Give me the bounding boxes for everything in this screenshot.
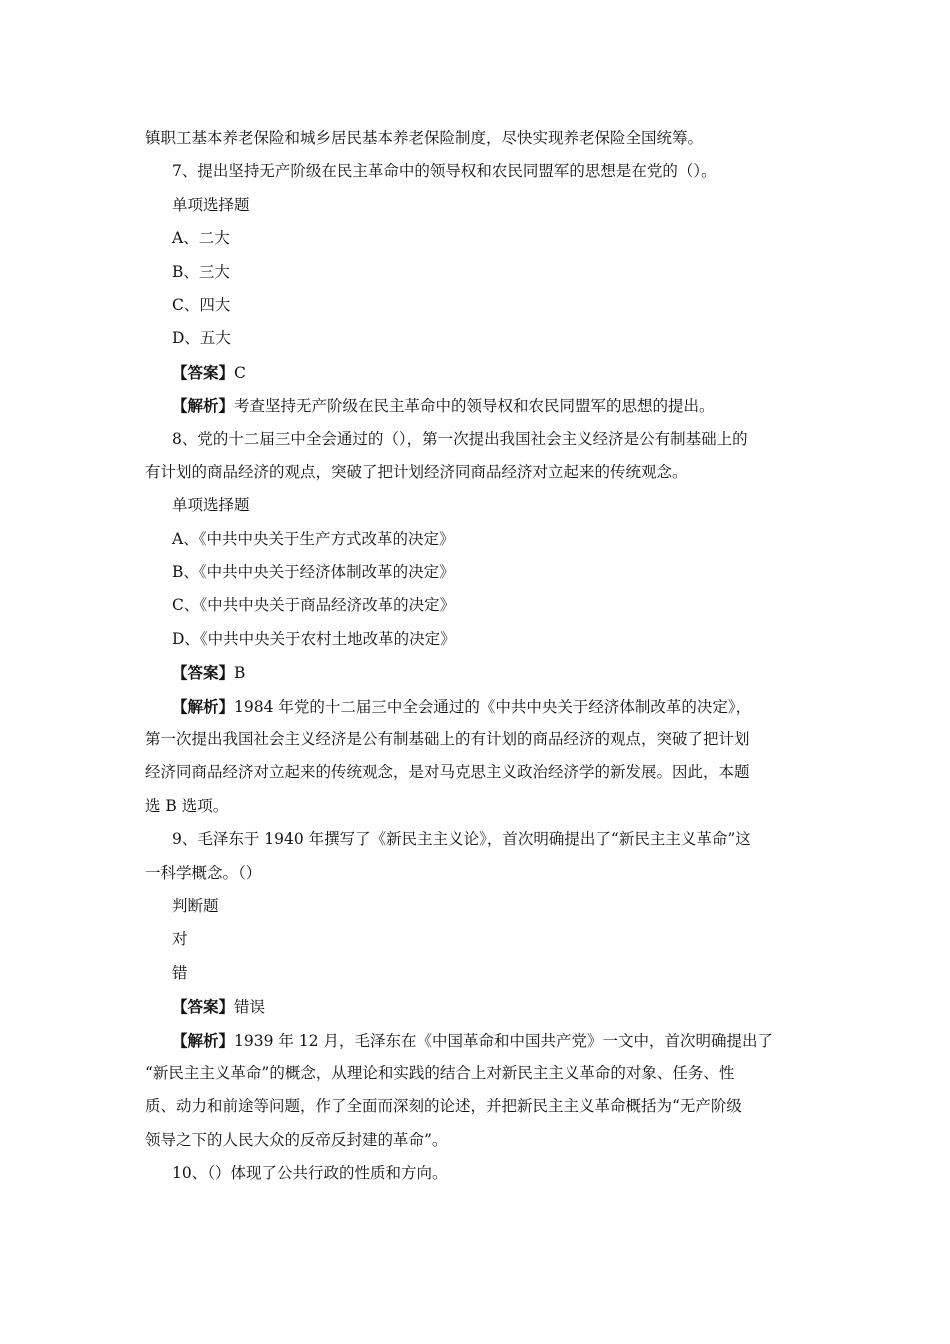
analysis-label: 【解析】 [172, 396, 235, 416]
q9-analysis-line4: 领导之下的人民大众的反帝反封建的革命”。 [145, 1130, 448, 1149]
q7-analysis [145, 389, 810, 422]
q8-stem-line2: 有计划的商品经济的观点，突破了把计划经济同商品经济对立起来的传统观念。 [145, 462, 688, 481]
q9-type: 判断题 [172, 896, 219, 915]
q9-stem-line2: 一科学概念。（） [145, 863, 262, 882]
q8-analysis-line1 [145, 690, 810, 723]
q8-option-d: D、《中共中央关于农村土地改革的决定》 [172, 629, 456, 648]
answer-label: 【答案】 [172, 663, 235, 683]
q8-type: 单项选择题 [172, 496, 250, 515]
q8-option-b: B、《中共中央关于经济体制改革的决定》 [172, 563, 455, 582]
q9-stem-line1: 9、毛泽东于 1940 年撰写了《新民主主义论》，首次明确提出了“新民主主义革命”这 [172, 830, 751, 849]
previous-paragraph-tail: 镇职工基本养老保险和城乡居民基本养老保险制度，尽快实现养老保险全国统筹。 [145, 129, 704, 147]
q9-analysis-line2: “新民主主义革命”的概念，从理论和实践的结合上对新民主主义革命的对象、任务、性 [145, 1063, 735, 1082]
q8-option-a: A、《中共中央关于生产方式改革的决定》 [172, 529, 455, 548]
q9-option-true: 对 [172, 930, 188, 949]
q7-option-c: C、四大 [172, 295, 231, 314]
q8-option-c: C、《中共中央关于商品经济改革的决定》 [172, 596, 456, 615]
answer-label: 【答案】 [172, 997, 235, 1017]
q9-answer-value: 错误 [234, 998, 266, 1017]
q8-answer [145, 656, 810, 689]
q8-analysis-line3: 经济同商品经济对立起来的传统观念，是对马克思主义政治经济学的新发展。因此，本题 [145, 763, 750, 782]
q9-analysis-line1 [145, 1024, 810, 1057]
q7-answer-value: C [234, 363, 246, 382]
q7-option-d: D、五大 [172, 329, 231, 348]
q7-option-a: A、二大 [172, 229, 230, 248]
q8-stem-line1: 8、党的十二届三中全会通过的（），第一次提出我国社会主义经济是公有制基础上的 [172, 429, 748, 448]
q7-stem: 7、提出坚持无产阶级在民主革命中的领导权和农民同盟军的思想是在党的（）。 [172, 162, 717, 181]
q7-answer [145, 356, 810, 389]
q8-analysis-text: 1984 年党的十二届三中全会通过的《中共中央关于经济体制改革的决定》， [234, 697, 752, 716]
q9-answer [145, 990, 810, 1023]
q7-option-b: B、三大 [172, 262, 230, 281]
document-page [145, 122, 810, 1191]
q7-analysis-text: 考查坚持无产阶级在民主革命中的领导权和农民同盟军的思想的提出。 [234, 397, 715, 416]
q7-type: 单项选择题 [172, 195, 250, 214]
analysis-label: 【解析】 [172, 1030, 235, 1050]
q8-analysis-line2: 第一次提出我国社会主义经济是公有制基础上的有计划的商品经济的观点，突破了把计划 [145, 730, 750, 749]
q8-answer-value: B [234, 664, 246, 683]
q10-stem: 10、（）体现了公共行政的性质和方向。 [172, 1164, 448, 1183]
q8-analysis-line4: 选 B 选项。 [145, 796, 229, 815]
q9-analysis-line3: 质、动力和前途等问题，作了全面而深刻的论述，并把新民主主义革命概括为“无产阶级 [145, 1097, 742, 1116]
q9-analysis-text: 1939 年 12 月，毛泽东在《中国革命和中国共产党》一文中，首次明确提出了 [234, 1031, 773, 1050]
analysis-label: 【解析】 [172, 696, 235, 716]
q9-option-false: 错 [172, 963, 188, 982]
answer-label: 【答案】 [172, 362, 235, 382]
